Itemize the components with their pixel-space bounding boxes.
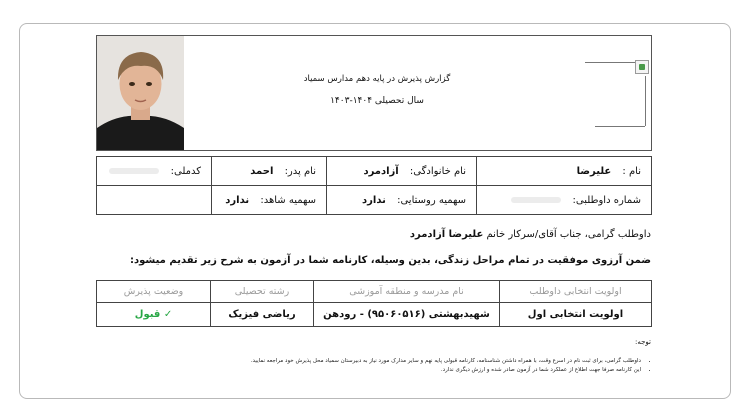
cell-field: ریاضی فیزیک	[211, 303, 314, 327]
empty-cell	[97, 186, 212, 215]
redacted-value	[511, 197, 561, 203]
greeting-name: علیرضا آزادمرد	[409, 229, 484, 240]
broken-image-icon	[635, 60, 649, 74]
table-row	[97, 303, 652, 327]
name-value: علیرضا	[576, 165, 612, 177]
cell-priority: اولویت انتخابی اول	[500, 303, 652, 327]
result-table	[96, 280, 652, 327]
list-item: • داوطلب گرامی، برای ثبت نام در اسرع وقت، با همراه داشتن شناسنامه، کارنامه قبولی پایه نهم و سایر مدارک مورد نیاز به دبیرستان سمیاد محل پذیرش خود مراجعه نمایید.	[181, 357, 641, 366]
decor-line	[595, 126, 645, 127]
cell-school: شهیدبهشتی (۹۵۰۶۰۵۱۶) - رودهن	[314, 303, 500, 327]
greeting-prefix: داوطلب گرامی، جناب آقای/سرکار خانم	[486, 229, 651, 240]
col-header-field: رشته تحصیلی	[211, 281, 314, 303]
col-header-school: نام مدرسه و منطقه آموزشی	[314, 281, 500, 303]
intro-line: ضمن آرزوی موفقیت در تمام مراحل زندگی، بدین وسیله، کارنامه شما در آزمون به شرح زیر تقدیم میشود:	[130, 255, 651, 266]
martyr-quota-cell	[212, 186, 327, 215]
father-cell	[212, 157, 327, 186]
decor-line	[645, 76, 646, 126]
rural-quota-cell	[327, 186, 477, 215]
name-cell	[477, 157, 652, 186]
redacted-value	[109, 168, 159, 174]
list-item: • این کارنامه صرفا جهت اطلاع از عملکرد شما در آزمون صادر شده و ارزش دیگری ندارد.	[181, 366, 641, 375]
name-label: نام :	[622, 165, 641, 177]
greeting-line	[410, 229, 651, 240]
martyr-quota-value: ندارد	[225, 194, 250, 206]
report-title: گزارش پذیرش در پایه دهم مدارس سمیاد	[303, 74, 451, 84]
nationalcode-label: کدملی:	[170, 165, 201, 177]
martyr-quota-label: سهمیه شاهد:	[260, 194, 316, 206]
nationalcode-cell	[97, 157, 212, 186]
family-value: آزادمرد	[363, 165, 399, 177]
col-header-priority: اولویت انتخابی داوطلب	[500, 281, 652, 303]
applicant-no-cell	[477, 186, 652, 215]
notes-list	[181, 357, 651, 375]
report-header	[96, 35, 652, 151]
rural-quota-label: سهمیه روستایی:	[397, 194, 466, 206]
family-cell	[327, 157, 477, 186]
col-header-status: وضعیت پذیرش	[97, 281, 211, 303]
student-info-table	[96, 156, 652, 215]
status-badge: ✓ قبول	[97, 303, 211, 327]
applicant-no-label: شماره داوطلبی:	[572, 194, 641, 206]
father-label: نام پدر:	[284, 165, 316, 177]
family-label: نام خانوادگی:	[409, 165, 466, 177]
rural-quota-value: ندارد	[362, 194, 386, 206]
student-photo	[97, 36, 184, 150]
notes-title: توجه:	[634, 338, 651, 346]
academic-year: سال تحصیلی ۱۴۰۴-۱۴۰۳	[330, 96, 424, 106]
father-value: احمد	[250, 165, 274, 177]
